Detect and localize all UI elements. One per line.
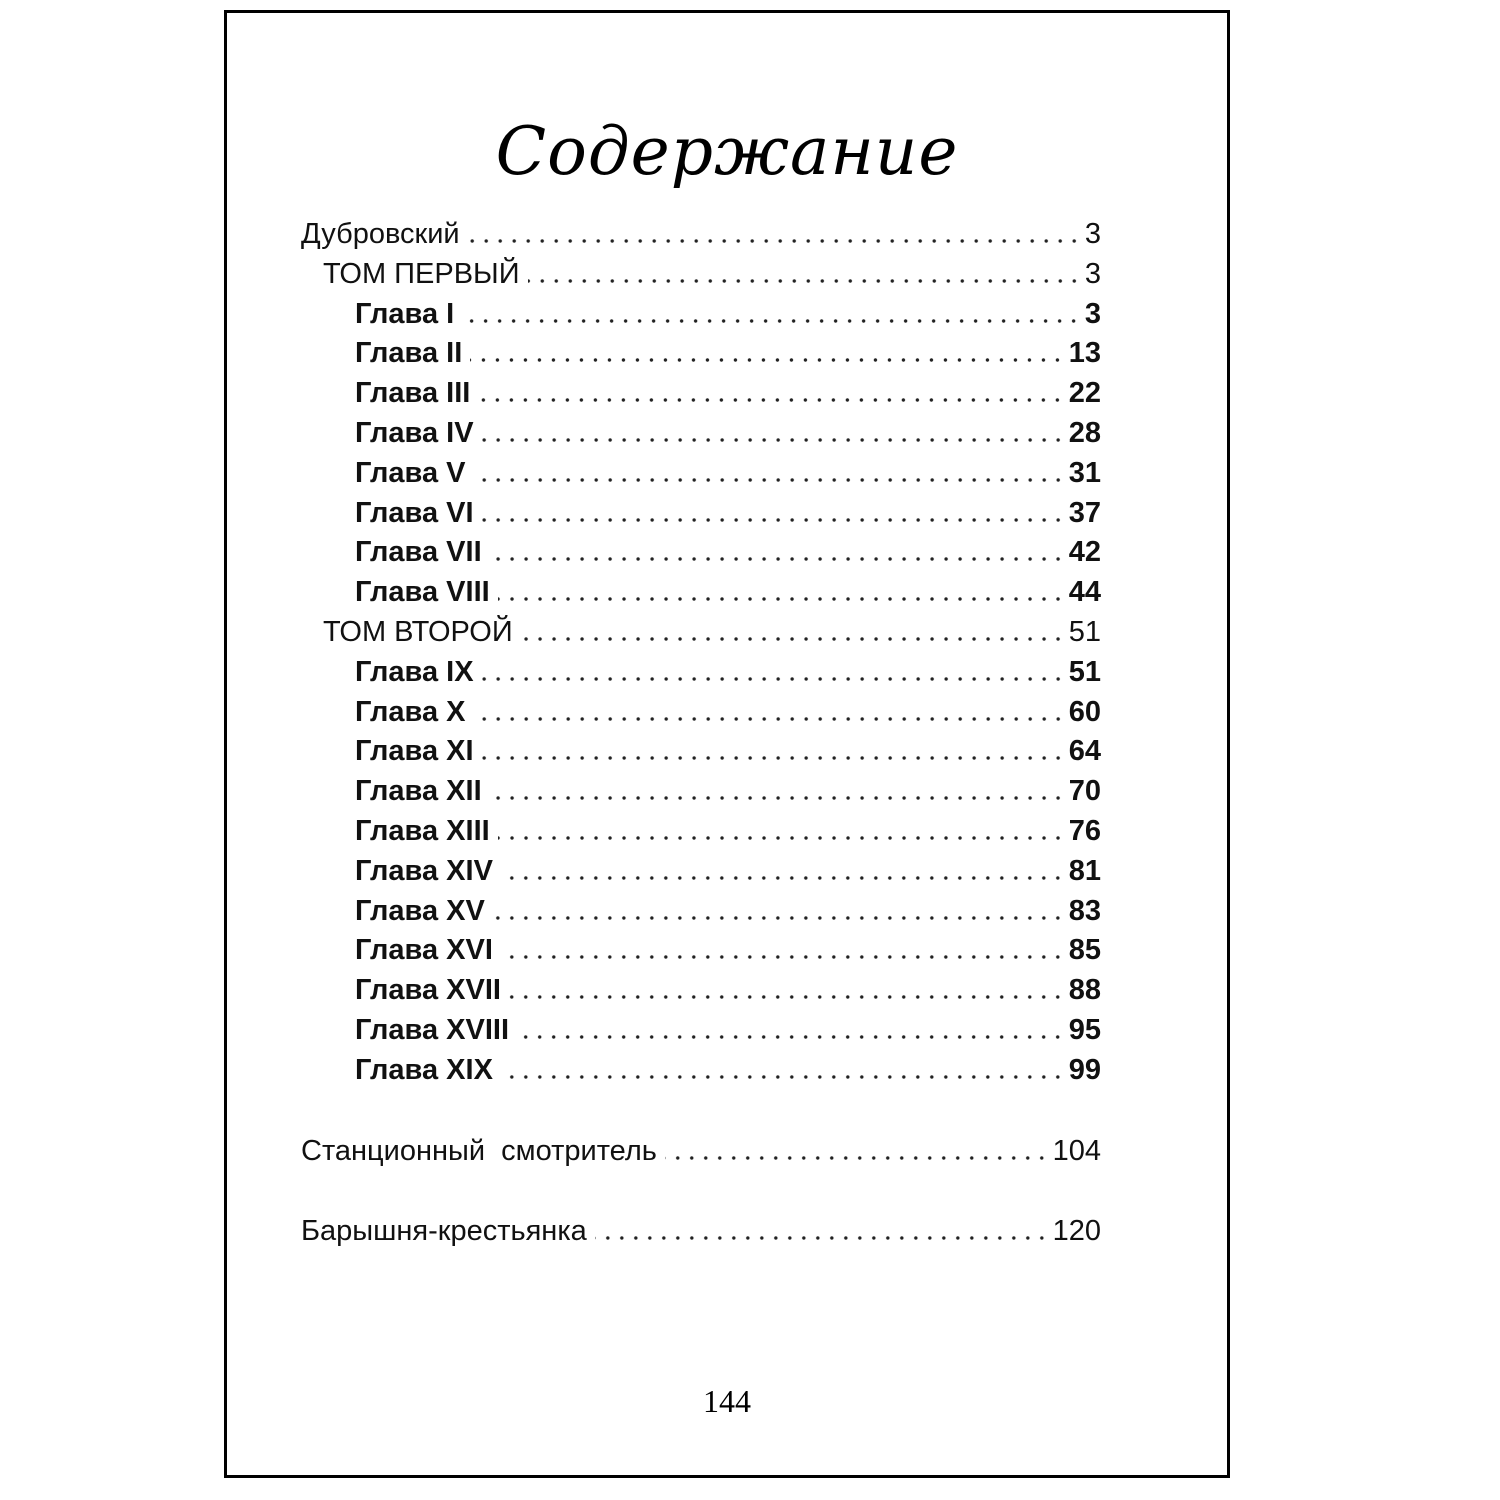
- toc-entry-page: 60: [1068, 695, 1101, 728]
- toc-entry-page: 31: [1068, 456, 1101, 489]
- dot-leader: [528, 279, 1081, 283]
- toc-entry-label: Глава VII: [355, 536, 482, 569]
- dot-leader: [474, 717, 1065, 721]
- book-page: [224, 10, 1230, 1478]
- toc-entry: [355, 728, 1101, 768]
- toc-entry: [323, 609, 1101, 649]
- dot-leader: [482, 677, 1065, 681]
- toc-entry: [355, 967, 1101, 1007]
- toc-entry-label: Глава XIII: [355, 815, 490, 847]
- toc-entry: [301, 1208, 1101, 1248]
- toc-entry-page: 44: [1068, 576, 1101, 609]
- toc-entry: [355, 569, 1101, 609]
- toc-entry-page: 51: [1068, 655, 1101, 688]
- toc-entry-label: Глава III: [355, 377, 471, 410]
- dot-leader: [498, 836, 1065, 840]
- toc-entry-label: Глава XVII: [355, 974, 501, 1007]
- toc-entry: [355, 330, 1101, 370]
- toc-entry-label: Глава IX: [355, 655, 474, 688]
- toc-entry-label: Барышня-крестьянка: [301, 1215, 587, 1247]
- toc-entry-label: ТОМ ПЕРВЫЙ: [323, 257, 520, 290]
- toc-entry-label: Глава VI: [355, 496, 474, 529]
- dot-leader: [462, 319, 1081, 323]
- toc-entry-page: 42: [1068, 536, 1101, 569]
- dot-leader: [509, 995, 1065, 999]
- toc-entry-page: 22: [1068, 377, 1101, 410]
- toc-entry: [355, 370, 1101, 410]
- toc-entry: [355, 291, 1101, 331]
- toc-entry-label: Глава X: [355, 695, 466, 728]
- toc-entry-label: Глава XII: [355, 775, 482, 808]
- toc-entry-page: 3: [1084, 257, 1101, 290]
- dot-leader: [478, 398, 1064, 402]
- toc-entry-page: 3: [1084, 297, 1101, 330]
- toc-entry-label: Станционный смотритель: [301, 1135, 657, 1167]
- page-number: 144: [703, 1383, 751, 1419]
- toc-entry: [355, 1047, 1101, 1087]
- toc-entry-label: Глава XV: [355, 894, 485, 927]
- toc-entry-label: Глава XI: [355, 735, 474, 768]
- toc-entry-label: Глава V: [355, 456, 466, 489]
- toc-entry-label: Глава XVI: [355, 934, 493, 967]
- toc-entry-page: 95: [1068, 1014, 1101, 1046]
- toc-entry-label: Дубровский: [301, 218, 460, 250]
- dot-leader: [665, 1156, 1049, 1160]
- dot-leader: [498, 597, 1065, 601]
- toc-entry-label: Глава I: [355, 297, 455, 330]
- dot-leader: [470, 358, 1064, 362]
- toc-entry: [355, 450, 1101, 490]
- toc-entry-page: 120: [1052, 1215, 1101, 1247]
- toc-entry-page: 37: [1068, 496, 1101, 529]
- toc-entry-page: 51: [1068, 616, 1101, 648]
- toc-entry: [355, 888, 1101, 928]
- toc-entry-page: 88: [1068, 974, 1101, 1007]
- toc-entry: [355, 649, 1101, 689]
- dot-leader: [501, 876, 1065, 880]
- toc-entry: [301, 1128, 1101, 1168]
- dot-leader: [501, 955, 1065, 959]
- toc-entry: [355, 768, 1101, 808]
- toc-entry-page: 81: [1068, 854, 1101, 887]
- toc-entry-label: Глава XIV: [355, 854, 493, 887]
- dot-leader: [474, 478, 1065, 482]
- toc-entry: [355, 848, 1101, 888]
- toc-entry: [355, 689, 1101, 729]
- toc-entry: [355, 927, 1101, 967]
- toc-entry-label: Глава VIII: [355, 576, 490, 609]
- toc-entry-label: ТОМ ВТОРОЙ: [323, 616, 513, 648]
- toc-entry-label: Глава XVIII: [355, 1014, 510, 1046]
- dot-leader: [490, 796, 1065, 800]
- toc-entry-page: 3: [1084, 218, 1101, 250]
- dot-leader: [468, 239, 1081, 243]
- toc-entry-label: Глава II: [355, 337, 463, 370]
- page-title: Содержание: [495, 113, 959, 190]
- toc-entry-page: 28: [1068, 417, 1101, 449]
- toc-entry-page: 85: [1068, 934, 1101, 967]
- dot-leader: [482, 518, 1065, 522]
- toc-entry-page: 76: [1068, 815, 1101, 847]
- dot-leader: [501, 1075, 1065, 1079]
- dot-leader: [595, 1236, 1049, 1240]
- dot-leader: [490, 557, 1065, 561]
- dot-leader: [482, 438, 1065, 442]
- toc-entry-page: 64: [1068, 735, 1101, 768]
- toc-entry: [323, 251, 1101, 291]
- toc-entry-page: 99: [1068, 1053, 1101, 1086]
- toc-entry: [355, 410, 1101, 450]
- toc-entry-page: 104: [1052, 1135, 1101, 1167]
- toc-entry-page: 70: [1068, 775, 1101, 808]
- toc-entry: [355, 529, 1101, 569]
- toc-entry: [301, 211, 1101, 251]
- dot-leader: [493, 916, 1065, 920]
- dot-leader: [521, 637, 1065, 641]
- toc-entry-label: Глава XIX: [355, 1053, 493, 1086]
- toc-entry: [355, 1007, 1101, 1047]
- toc-entry-label: Глава IV: [355, 417, 474, 449]
- dot-leader: [482, 756, 1065, 760]
- toc-entry-page: 13: [1068, 337, 1101, 370]
- toc-entry-page: 83: [1068, 894, 1101, 927]
- toc-entry: [355, 490, 1101, 530]
- toc-entry: [355, 808, 1101, 848]
- dot-leader: [517, 1035, 1065, 1039]
- table-of-contents: [227, 13, 1227, 1475]
